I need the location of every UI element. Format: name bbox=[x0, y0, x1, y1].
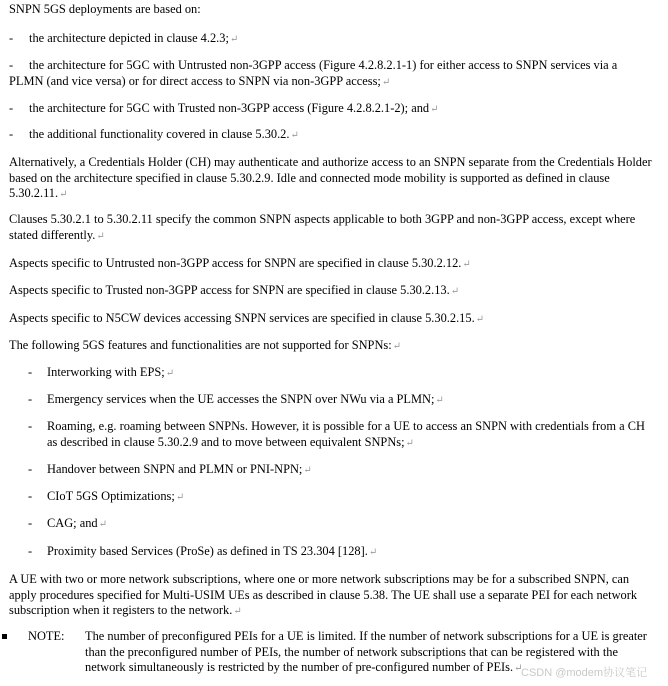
list-dash: - bbox=[28, 489, 33, 503]
paragraph-mark-icon: ↵ bbox=[229, 34, 239, 45]
list-item bbox=[28, 462, 648, 479]
trusted-access-paragraph: Aspects specific to Trusted non-3GPP access for SNPN are specified in clause 5.30.2.13.↵ bbox=[9, 283, 460, 297]
note-text: The number of preconfigured PEIs for a UE is limited. If the number of network subscriptions for a UE is greater than the preconfigured number of PEIs, the number of network subscriptions that can be registered with the network simultaneously is restricted by the number of pre-configured number of PEIs. bbox=[85, 629, 647, 674]
paragraph-mark-icon: ↵ bbox=[462, 259, 471, 270]
list-dash: - bbox=[28, 544, 33, 558]
list-item-text: Roaming, e.g. roaming between SNPNs. However, it is possible for a UE to access an SNPN with credentials from a CH as described in clause 5.30.2.9 and to move between equivalent SNPNs; bbox=[47, 419, 645, 449]
paragraph-mark-icon: ↵ bbox=[435, 395, 444, 406]
list-dash: - bbox=[28, 365, 33, 379]
paragraph-mark-icon: ↵ bbox=[175, 492, 185, 503]
paragraph-mark-icon: ↵ bbox=[59, 189, 68, 200]
list-item bbox=[28, 392, 648, 409]
note-label: NOTE: bbox=[28, 629, 65, 643]
intro-paragraph: SNPN 5GS deployments are based on: bbox=[9, 2, 201, 16]
credentials-holder-paragraph: Alternatively, a Credentials Holder (CH) may authenticate and authorize access to an SNPN separate from the Credentials Holder based on the architecture specified in clause 5.30.2.9. Idle and connected mode mobility is supported as defined in clause 5.30.2.11.↵ bbox=[9, 155, 652, 200]
list-item-text: the architecture for 5GC with Trusted non-3GPP access (Figure 4.2.8.2.1-2); and bbox=[29, 101, 430, 115]
list-item-text: CAG; and bbox=[47, 516, 98, 530]
list-item-text: Emergency services when the UE accesses the SNPN over NWu via a PLMN; bbox=[47, 392, 435, 406]
paragraph-mark-icon: ↵ bbox=[430, 104, 439, 115]
list-item bbox=[9, 127, 649, 144]
list-dash: - bbox=[9, 101, 14, 115]
paragraph-mark-icon: ↵ bbox=[381, 76, 391, 88]
list-item-text: the architecture depicted in clause 4.2.3; bbox=[29, 31, 229, 45]
list-item-text: the additional functionality covered in clause 5.30.2. bbox=[29, 127, 290, 141]
paragraph-mark-icon: ↵ bbox=[303, 465, 312, 476]
paragraph-mark-icon: ↵ bbox=[368, 547, 378, 558]
list-item-text: Proximity based Services (ProSe) as defined in TS 23.304 [128]. bbox=[47, 544, 368, 558]
paragraph-mark-icon: ↵ bbox=[96, 230, 105, 242]
list-item bbox=[9, 58, 649, 90]
list-dash: - bbox=[9, 127, 14, 141]
paragraph-mark-icon: ↵ bbox=[290, 130, 299, 141]
list-item-text: CIoT 5GS Optimizations; bbox=[47, 489, 175, 503]
unsupported-features-paragraph: The following 5GS features and functionalities are not supported for SNPNs:↵ bbox=[9, 338, 402, 352]
paragraph-mark-icon: ↵ bbox=[165, 368, 175, 379]
paragraph-mark-icon: ↵ bbox=[233, 606, 242, 617]
list-dash: - bbox=[28, 516, 33, 530]
list-dash: - bbox=[28, 462, 33, 476]
list-dash: - bbox=[9, 58, 14, 72]
paragraph-mark-icon: ↵ bbox=[392, 341, 402, 352]
untrusted-access-paragraph: Aspects specific to Untrusted non-3GPP access for SNPN are specified in clause 5.30.2.12.↵ bbox=[9, 256, 471, 270]
list-dash: - bbox=[28, 392, 33, 406]
multi-usim-paragraph: A UE with two or more network subscriptions, where one or more network subscriptions may be for a subscribed SNPN, can apply procedures specified for Multi-USIM UEs as described in clause 5.38. The UE shall use a separate PEI for each network subscription when it registers to the network.↵ bbox=[9, 572, 638, 617]
list-item bbox=[9, 31, 649, 48]
clauses-paragraph: Clauses 5.30.2.1 to 5.30.2.11 specify the common SNPN aspects applicable to both 3GPP and non-3GPP access, except where stated differently.↵ bbox=[9, 212, 636, 242]
list-item bbox=[9, 101, 649, 118]
list-item bbox=[28, 365, 648, 382]
watermark: CSDN @modem协议笔记 bbox=[521, 667, 648, 679]
list-dash: - bbox=[28, 419, 33, 433]
paragraph-mark-icon: ↵ bbox=[450, 286, 460, 297]
list-item bbox=[28, 489, 648, 506]
list-item-text: Handover between SNPN and PLMN or PNI-NPN; bbox=[47, 462, 303, 476]
list-item-text: the architecture for 5GC with Untrusted non-3GPP access (Figure 4.2.8.2.1-1) for either access to SNPN services via a PLMN (and vice versa) or for direct access to SNPN via non-3GPP access; bbox=[9, 58, 618, 88]
list-item bbox=[28, 544, 648, 561]
list-dash: - bbox=[9, 31, 14, 45]
list-item-text: Interworking with EPS; bbox=[47, 365, 165, 379]
paragraph-mark-icon: ↵ bbox=[405, 437, 414, 449]
list-item bbox=[28, 419, 648, 451]
paragraph-mark-icon: ↵ bbox=[98, 519, 107, 530]
paragraph-mark-icon: ↵ bbox=[475, 314, 485, 325]
paragraph-mark-icon: ↵ bbox=[514, 663, 523, 674]
list-item bbox=[28, 516, 648, 533]
n5cw-paragraph: Aspects specific to N5CW devices accessing SNPN services are specified in clause 5.30.2.15.↵ bbox=[9, 311, 485, 325]
list-bullet-square-icon bbox=[2, 634, 7, 639]
